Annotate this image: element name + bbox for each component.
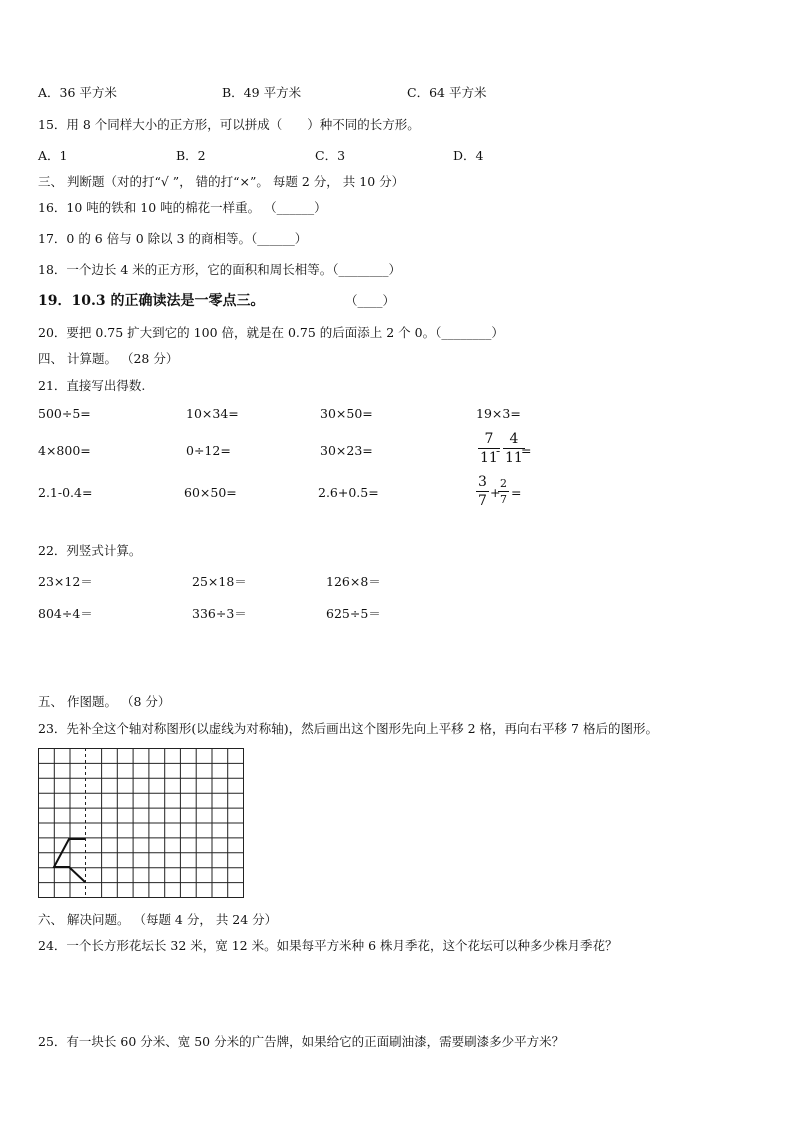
q20: 20．要把 0.75 扩大到它的 100 倍，就是在 0.75 的后面添上 2 个 0。（________） xyxy=(38,325,504,340)
q24: 24．一个长方形花坛长 32 米，宽 12 米。如果每平方米种 6 株月季花，这个花坛可以种多少株月季花？ xyxy=(38,938,618,953)
q21-operator: + xyxy=(490,485,501,500)
q15-option-b[interactable]: B．2 xyxy=(176,148,206,163)
q17: 17．0 的 6 倍与 0 除以 3 的商相等。（______） xyxy=(38,231,308,246)
q21-item: 4×800= xyxy=(38,443,91,458)
q21-fraction xyxy=(498,478,509,505)
q15-option-a[interactable]: A．1 xyxy=(38,148,68,163)
q15-stem: 15．用 8 个同样大小的正方形，可以拼成（ ）种不同的长方形。 xyxy=(38,117,420,132)
q25: 25．有一块长 60 分米、宽 50 分米的广告牌，如果给它的正面刷油漆，需要刷漆多少平方米？ xyxy=(38,1034,565,1049)
q19: 19．10.3 的正确读法是一零点三。 xyxy=(38,293,265,309)
q22-item: 126×8＝ xyxy=(326,574,381,589)
section-5-title: 五、 作图题。 （8 分） xyxy=(38,694,171,709)
numerator: 4 xyxy=(509,431,519,447)
q21-item: 30×23= xyxy=(320,443,373,458)
numerator: 2 xyxy=(500,477,507,490)
q21-operator: - xyxy=(496,443,501,458)
q21-item: 2.6+0.5= xyxy=(318,485,379,500)
q23-grid-figure[interactable] xyxy=(38,748,244,898)
q22-item: 336÷3＝ xyxy=(192,606,247,621)
section-3-title: 三、 判断题（对的打“√ ”， 错的打“×”。 每题 2 分， 共 10 分） xyxy=(38,174,405,189)
q21-equals: = xyxy=(521,443,532,458)
q14-option-a[interactable]: A．36 平方米 xyxy=(38,85,117,100)
q22-item: 804÷4＝ xyxy=(38,606,93,621)
q23: 23．先补全这个轴对称图形(以虚线为对称轴)，然后画出这个图形先向上平移 2 格，再向右平移 7 格后的图形。 xyxy=(38,721,658,736)
denominator: 11 xyxy=(480,450,498,466)
q21-item: 60×50= xyxy=(184,485,237,500)
q21-item: 0÷12= xyxy=(186,443,231,458)
numerator: 3 xyxy=(478,474,487,490)
q21-stem: 21．直接写出得数. xyxy=(38,378,146,393)
q22-item: 625÷5＝ xyxy=(326,606,381,621)
numerator: 7 xyxy=(484,431,494,447)
q14-option-b[interactable]: B．49 平方米 xyxy=(222,85,302,100)
q15-option-d[interactable]: D．4 xyxy=(453,148,484,163)
denominator: 7 xyxy=(500,493,507,506)
q16: 16．10 吨的铁和 10 吨的棉花一样重。 （______） xyxy=(38,200,327,215)
q18: 18．一个边长 4 米的正方形，它的面积和周长相等。（________） xyxy=(38,262,402,277)
section-6-title: 六、 解决问题。 （每题 4 分， 共 24 分） xyxy=(38,912,278,927)
q21-item: 10×34= xyxy=(186,406,239,421)
denominator: 7 xyxy=(478,493,487,509)
q21-equals: = xyxy=(511,485,522,500)
q21-item: 500÷5= xyxy=(38,406,91,421)
q19-answer-blank[interactable]: （____） xyxy=(345,293,396,308)
q21-item: 2.1-0.4= xyxy=(38,485,93,500)
q14-option-c[interactable]: C．64 平方米 xyxy=(407,85,487,100)
q22-item: 25×18＝ xyxy=(192,574,247,589)
q22-item: 23×12＝ xyxy=(38,574,93,589)
q21-item: 30×50= xyxy=(320,406,373,421)
section-4-title: 四、 计算题。 （28 分） xyxy=(38,351,179,366)
q21-item: 19×3= xyxy=(476,406,521,421)
q22-stem: 22．列竖式计算。 xyxy=(38,543,142,558)
q21-fraction xyxy=(476,475,489,508)
q15-option-c[interactable]: C．3 xyxy=(315,148,346,163)
denominator: 11 xyxy=(505,450,523,466)
